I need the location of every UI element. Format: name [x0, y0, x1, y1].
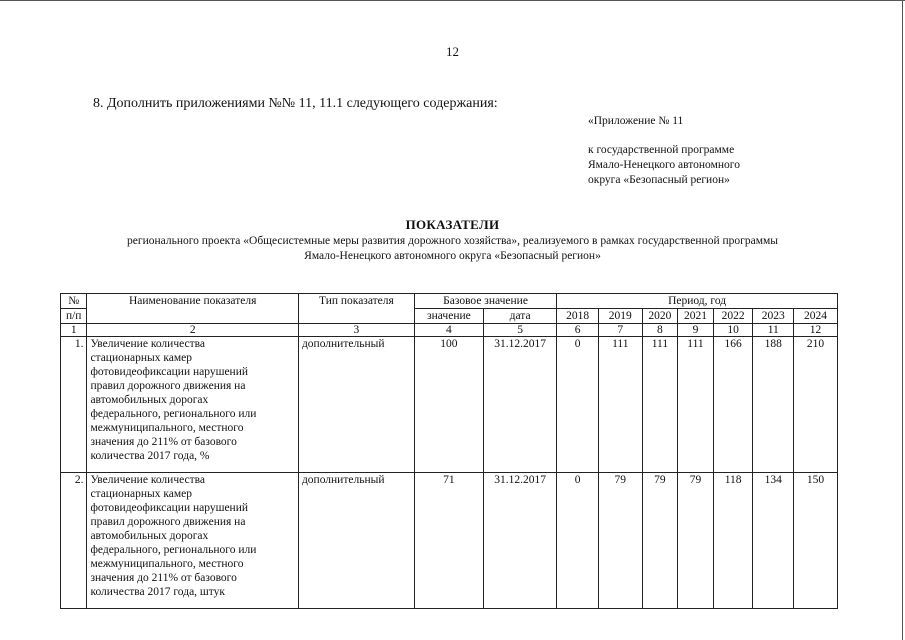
header-base-value-value: значение: [414, 309, 483, 324]
value-2018: 0: [557, 337, 599, 473]
column-numbers-row: [61, 324, 838, 337]
column-number: 1: [61, 324, 87, 337]
value-2022: 118: [713, 473, 753, 609]
indicator-name-line: федерального, регионального или: [90, 408, 257, 420]
indicator-name-line: Увеличение количества: [90, 474, 205, 486]
header-base-value: Базовое значение: [414, 294, 556, 309]
base-date: 31.12.2017: [484, 337, 557, 473]
column-number: 3: [298, 324, 414, 337]
subtitle-line: регионального проекта «Общесистемные меры развития дорожного хозяйства», реализуемого в рамках государственной программы: [127, 235, 778, 247]
appendix-line: округа «Безопасный регион»: [588, 174, 730, 186]
header-indicator-name: Наименование показателя: [87, 294, 299, 324]
header-year-2018: 2018: [557, 309, 599, 324]
column-number: 9: [678, 324, 714, 337]
indicator-name-line: значения до 211% от базового: [90, 436, 237, 448]
indicator-name-line: Увеличение количества: [90, 338, 205, 350]
column-number: 6: [557, 324, 599, 337]
header-year-2024: 2024: [794, 309, 838, 324]
subtitle-line: Ямало-Ненецкого автономного округа «Безопасный регион»: [304, 250, 601, 262]
indicator-name-line: количества 2017 года, штук: [90, 586, 225, 598]
header-indicator-type: Тип показателя: [298, 294, 414, 324]
indicator-type: дополнительный: [298, 473, 414, 609]
column-number: 2: [87, 324, 299, 337]
appendix-line: к государственной программе: [588, 144, 735, 156]
header-base-value-date: дата: [484, 309, 557, 324]
value-2022: 166: [713, 337, 753, 473]
base-date: 31.12.2017: [484, 473, 557, 609]
header-year-2020: 2020: [642, 309, 678, 324]
header-period: Период, год: [557, 294, 838, 309]
base-value: 100: [414, 337, 483, 473]
column-number: 8: [642, 324, 678, 337]
indicator-name-line: фотовидеофиксации нарушений: [90, 366, 249, 378]
value-2024: 150: [794, 473, 838, 609]
value-2024: 210: [794, 337, 838, 473]
value-2020: 111: [642, 337, 678, 473]
header-row-top: [61, 294, 838, 309]
appendix-reference: [588, 143, 740, 188]
base-value: 71: [414, 473, 483, 609]
value-2021: 79: [678, 473, 714, 609]
amendment-paragraph: 8. Дополнить приложениями №№ 11, 11.1 следующего содержания:: [93, 96, 498, 111]
indicator-name-line: межмуниципального, местного: [90, 422, 244, 434]
page-edge-top: [0, 0, 905, 1]
column-number: 11: [753, 324, 794, 337]
indicator-name-line: фотовидеофиксации нарушений: [90, 502, 249, 514]
header-year-2021: 2021: [678, 309, 714, 324]
indicator-name: [87, 473, 299, 609]
page-edge-right: [902, 0, 903, 640]
table-row: [61, 337, 838, 473]
column-number: 12: [794, 324, 838, 337]
value-2019: 111: [598, 337, 642, 473]
value-2019: 79: [598, 473, 642, 609]
row-number: 1.: [61, 337, 87, 473]
indicator-name-line: стационарных камер: [90, 488, 193, 500]
column-number: 5: [484, 324, 557, 337]
page-number: 12: [446, 44, 459, 59]
header-num-top: №: [61, 294, 87, 309]
row-number: 2.: [61, 473, 87, 609]
document-heading: ПОКАЗАТЕЛИ: [405, 217, 500, 232]
document-subtitle: [0, 234, 905, 264]
indicator-name: [87, 337, 299, 473]
value-2021: 111: [678, 337, 714, 473]
value-2020: 79: [642, 473, 678, 609]
indicator-name-line: значения до 211% от базового: [90, 572, 237, 584]
table-row: [61, 473, 838, 609]
value-2023: 188: [753, 337, 794, 473]
indicator-name-line: правил дорожного движения на: [90, 516, 246, 528]
indicator-name-line: стационарных камер: [90, 352, 193, 364]
indicators-table: [60, 293, 838, 609]
value-2023: 134: [753, 473, 794, 609]
value-2018: 0: [557, 473, 599, 609]
indicator-name-line: автомобильных дорогах: [90, 530, 209, 542]
appendix-line: Ямало-Ненецкого автономного: [588, 159, 740, 171]
column-number: 4: [414, 324, 483, 337]
indicator-name-line: правил дорожного движения на: [90, 380, 246, 392]
header-year-2023: 2023: [753, 309, 794, 324]
header-year-2022: 2022: [713, 309, 753, 324]
indicator-name-line: автомобильных дорогах: [90, 394, 209, 406]
appendix-title: «Приложение № 11: [588, 115, 684, 127]
column-number: 10: [713, 324, 753, 337]
indicator-type: дополнительный: [298, 337, 414, 473]
indicator-name-line: федерального, регионального или: [90, 544, 257, 556]
indicator-name-line: межмуниципального, местного: [90, 558, 244, 570]
column-number: 7: [598, 324, 642, 337]
header-num-bottom: п/п: [61, 309, 87, 324]
header-year-2019: 2019: [598, 309, 642, 324]
indicator-name-line: количества 2017 года, %: [90, 450, 210, 462]
